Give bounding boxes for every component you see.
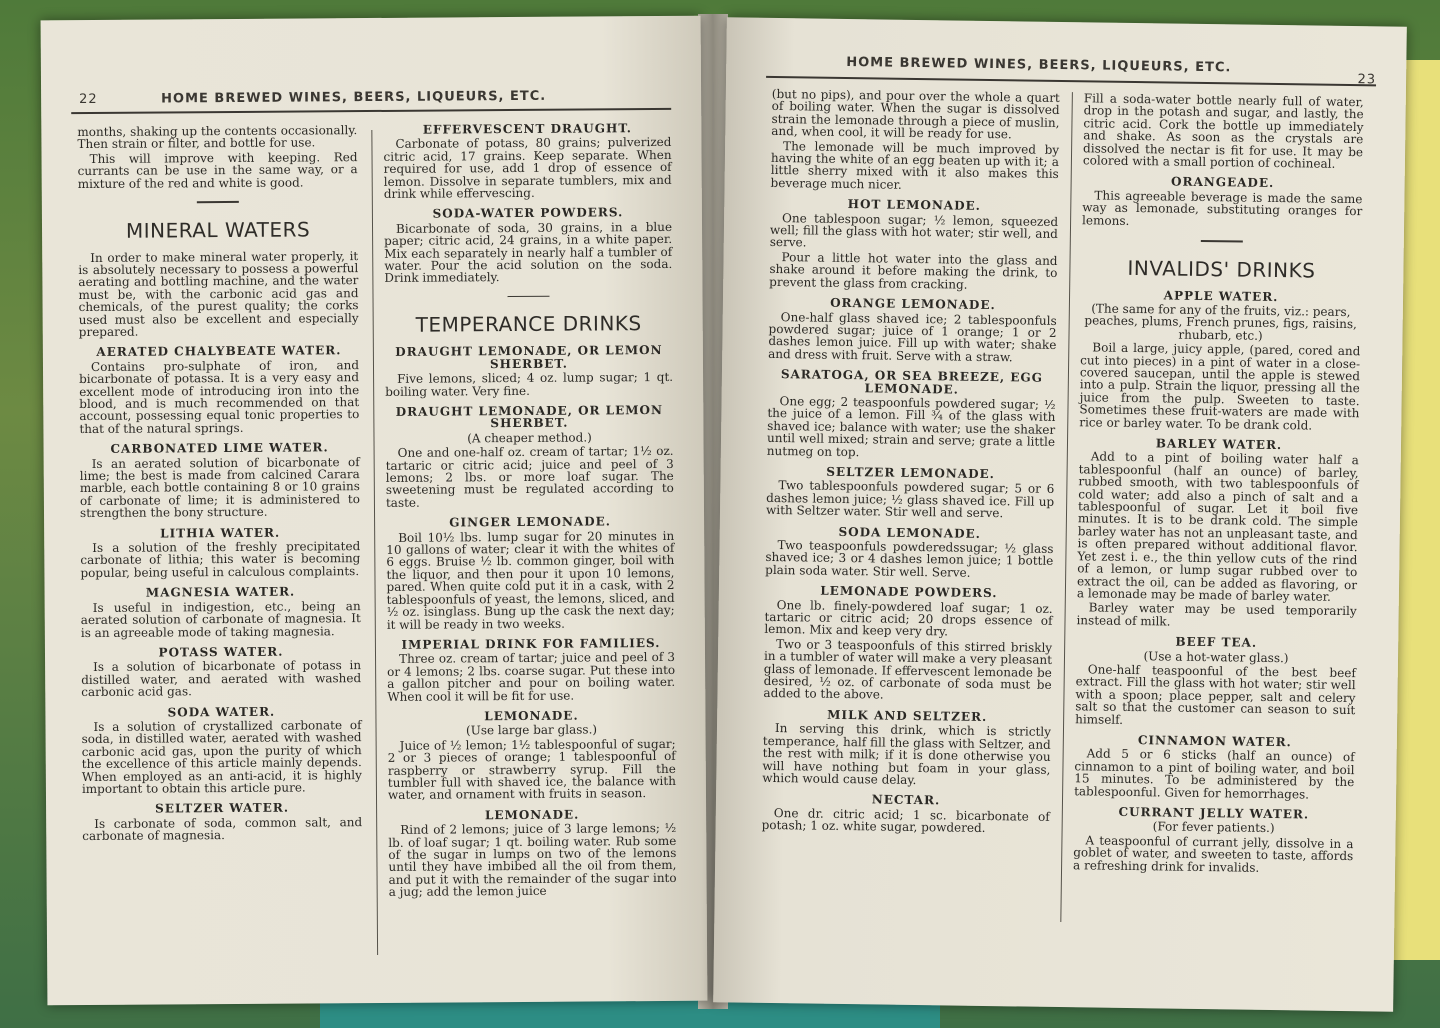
recipe-title: SARATOGA, OR SEA BREEZE, EGG LEMONADE. [780, 367, 1044, 397]
recipe-title: LEMONADE POWDERS. [820, 583, 998, 601]
right-column-1 [762, 88, 1060, 837]
recipe-title: LEMONADE. [484, 708, 579, 724]
recipe-title: APPLE WATER. [1163, 287, 1279, 304]
recipe-subtitle: (For fever patients.) [1152, 819, 1275, 836]
recipe-text: Is a solution of bicarbonate of potass in distilled water, and aerated with washed carbonic acid gas. [81, 658, 362, 700]
recipe-text: Two tablespoonfuls powdered sugar; 5 or 6 dashes lemon juice; ½ glass shaved ice. Fill up with Seltzer water. Stir well and serve. [765, 478, 1055, 521]
recipe-title: CURRANT JELLY WATER. [1118, 804, 1310, 822]
paragraph: months, shaking up the contents occasionally. Then strain or filter, and bottle for use. [77, 123, 358, 152]
recipe-title: SODA LEMONADE. [838, 524, 981, 541]
recipe-text: Boil 10½ lbs. lump sugar for 20 minutes in 10 gallons of water; clear it with the whites of 6 eggs. Bruise ½ lb. common ginger, boil with the liquor, and then pour it upon 10 lemons, pared. When quite cold put it in a cask, with 2 tablespoonfuls of yeast, the lemons, sliced, and ½ oz. isinglass. Bung up the cask the next day; it will be ready in two weeks. [386, 528, 675, 632]
recipe-title: SELTZER WATER. [155, 800, 290, 816]
recipe-text: In serving this drink, which is strictly temperance, half fill the glass with Seltzer, and the rest with milk; if it is done otherwise you will have nothing but foam in your glass, which would cause delay. [762, 721, 1052, 787]
running-title-left: HOME BREWED WINES, BEERS, LIQUEURS, ETC. [161, 88, 547, 107]
recipe-title: BARLEY WATER. [1155, 436, 1283, 453]
recipe-text: Is a solution of the freshly precipitated carbonate of lithia; this water is becoming popular, being useful in calculous complaints. [80, 539, 361, 580]
right-page [713, 17, 1407, 1011]
recipe-title: HOT LEMONADE. [847, 197, 982, 214]
right-column-2 [1073, 92, 1364, 877]
paragraph: In order to make mineral water properly, it is absolutely necessary to possess a powerful aerating and bottling machine, and the water must be, with the carbonic acid gas and chemicals, of the purest quality; the corks used must also be excellent and especially prepared. [78, 248, 359, 340]
recipe-title: DRAUGHT LEMONADE, OR LEMON SHERBET. [395, 402, 663, 431]
recipe-text: Boil a large, juicy apple, (pared, cored and cut into pieces) in a pint of water in a close-covered saucepan, until the apple is stewed into a pulp. Strain the liquor, pressing all the juice from the pulp. Sweeten to taste. Sometimes these fruit-waters are made with rice or barley water. To be drank cold. [1079, 340, 1361, 433]
recipe-title: SODA-WATER POWDERS. [432, 205, 624, 222]
paragraph: This will improve with keeping. Red currants can be use in the same way, or a mixture of the red and white is good. [77, 149, 358, 191]
recipe-title: MILK AND SELTZER. [827, 707, 988, 724]
recipe-text: A teaspoonful of currant jelly, dissolve in a goblet of water, and sweeten to taste, affords a refreshing drink for invalids. [1073, 833, 1354, 875]
recipe-text: Carbonate of potass, 80 grains; pulverized citric acid, 17 grains. Keep separate. When required for use, add 1 drop of essence of lemon. Dissolve in separate tumblers, mix and drink while effervescing. [383, 135, 672, 201]
paragraph: Fill a soda-water bottle nearly full of water, drop in the potash and sugar, and lastly, the citric acid. Cork the bottle up immediately and shake. As soon as the crystals are dissolved the nectar is fit for use. It may be colored with a small portion of cochineal. [1082, 91, 1364, 171]
recipe-title: DRAUGHT LEMONADE, OR LEMON SHERBET. [395, 343, 663, 371]
recipe-title: SODA WATER. [167, 704, 276, 719]
recipe-subtitle: (A cheaper method.) [467, 430, 592, 446]
recipe-text: One egg; 2 teaspoonfuls powdered sugar; ½ the juice of a lemon. Fill ¾ of the glass with shaved ice; balance with water; use the shaker until well mixed; strain and serve; grate a little nutmeg on top. [766, 394, 1056, 459]
recipe-title: MAGNESIA WATER. [145, 584, 296, 600]
left-column-2 [383, 122, 676, 901]
recipe-text: Is useful in indigestion, etc., being an aerated solution of carbonate of magnesia. It is an agreeable mode of taking magnesia. [80, 598, 361, 640]
recipe-title: EFFERVESCENT DRAUGHT. [422, 121, 632, 137]
recipe-text: Two or 3 teaspoonfuls of this stirred briskly in a tumbler of water will make a very pleasant glass of lemonade. If effervescent lemonade be desired, ½ oz. of carbonate of soda must be added to the above. [763, 636, 1053, 703]
recipe-subtitle: (The same for any of the fruits, viz.: pears, peaches, plums, French prunes, figs, raisins, rhubarb, etc.) [1084, 301, 1358, 343]
recipe-text: One lb. finely-powdered loaf sugar; 1 oz. tartaric or citric acid; 20 drops essence of lemon. Mix and keep very dry. [764, 597, 1053, 639]
page-number-left: 22 [79, 91, 98, 108]
recipe-text: One-half glass shaved ice; 2 tablespoonfuls powdered sugar; juice of 1 orange; 1 or 2 dashes lemon juice. Fill up with water; shake and dress with fruit. Serve with a straw. [768, 309, 1057, 365]
separator [197, 201, 239, 203]
separator [508, 296, 550, 298]
recipe-text: Is an aerated solution of bicarbonate of lime; the best is made from calcined Carara marble, each bottle containing 8 or 10 grains of carbonate of lime; it is administered to strengthen the bony structure. [79, 454, 360, 521]
section-title-temperance-drinks: TEMPERANCE DRINKS [415, 311, 642, 338]
recipe-text: Barley water may be used temporarily instead of milk. [1076, 600, 1357, 629]
page-number-right: 23 [1357, 72, 1377, 88]
section-title-invalids-drinks: INVALIDS' DRINKS [1127, 255, 1316, 283]
recipe-text: Pour a little hot water into the glass and shake around it before making the drink, to prevent the glass from cracking. [769, 249, 1058, 292]
paragraph: (but no pips), and pour over the whole a quart of boiling water. When the sugar is dissolved strain the lemonade through a piece of muslin, and, when cool, it will be ready for use. [771, 86, 1060, 142]
recipe-text: Two teaspoonfuls powderedssugar; ½ glass shaved ice; 3 or 4 dashes lemon juice; 1 bottle plain soda water. Stir well. Serve. [765, 538, 1054, 580]
paragraph: The lemonade will be much improved by having the white of an egg beaten up with it; a little sherry mixed with it also makes this beverage much nicer. [770, 138, 1060, 192]
recipe-text: Contains pro-sulphate of iron, and bicarbonate of potassa. It is a very easy and excellent mode of introducing iron into the blood, and is much recommended on that account, possessing equal tonic properties to that of the natural springs. [79, 357, 360, 436]
recipe-title: SELTZER LEMONADE. [826, 464, 995, 482]
recipe-title: CINNAMON WATER. [1137, 733, 1292, 750]
recipe-text: Three oz. cream of tartar; juice and peel of 3 or 4 lemons; 2 lbs. coarse sugar. Put these into a gallon pitcher and pour on boiling water. When cool it will be fit for use. [387, 650, 676, 704]
recipe-text: Add 5 or 6 sticks (half an ounce) of cinnamon to a pint of boiling water, and boil 15 minutes. To be administered by the tablespoonful. Given for hemorrhages. [1074, 746, 1355, 802]
recipe-text: This agreeable beverage is made the same way as lemonade, substituting oranges for lemons. [1082, 188, 1363, 228]
recipe-title: POTASS WATER. [158, 644, 284, 660]
recipe-title: GINGER LEMONADE. [449, 514, 611, 530]
recipe-text: Add to a pint of boiling water half a tablespoonful (half an ounce) of barley, rubbed smooth, with two tablespoonfuls of cold water; add also a pinch of salt and a tablespoonful of sugar. Let it boil five minutes. It is to be drank cold. The simple barley water has not an unpleasant taste, and is often prepared without additional flavor. Yet zest i. e., the thin yellow cuts of the rind of a lemon, or lump sugar rubbed over to extract the oil, can be added as flavoring, or a lemonade may be made of barley water. [1076, 449, 1359, 604]
recipe-text: Bicarbonate of soda, 30 grains, in a blue paper; citric acid, 24 grains, in a white paper. Mix each separately in nearly half a tumbler of water. Pour the acid solution on the soda. Drink immediately. [384, 219, 673, 286]
left-column-1 [77, 124, 362, 845]
recipe-title: ORANGEADE. [1170, 174, 1275, 191]
recipe-title: LITHIA WATER. [160, 525, 281, 541]
recipe-title: NECTAR. [871, 792, 941, 808]
recipe-title: LEMONADE. [484, 807, 580, 823]
recipe-text: One dr. citric acid; 1 sc. bicarbonate of potash; 1 oz. white sugar, powdered. [761, 805, 1050, 836]
recipe-title: IMPERIAL DRINK FOR FAMILIES. [401, 635, 661, 652]
recipe-text: Is carbonate of soda, common salt, and carbonate of magnesia. [82, 814, 363, 844]
recipe-text: One tablespoon sugar; ½ lemon, squeezed well; fill the glass with hot water; stir well, and serve. [769, 210, 1059, 250]
separator [1201, 240, 1243, 242]
recipe-title: ORANGE LEMONADE. [830, 295, 996, 313]
recipe-title: CARBONATED LIME WATER. [110, 440, 329, 457]
recipe-text: Five lemons, sliced; 4 oz. lump sugar; 1 qt. boiling water. Very fine. [385, 370, 674, 399]
recipe-subtitle: (Use a hot-water glass.) [1143, 648, 1289, 665]
recipe-title: BEEF TEA. [1175, 634, 1258, 650]
left-page [41, 16, 708, 1006]
section-title-mineral-waters: MINERAL WATERS [125, 216, 311, 243]
recipe-text: One-half teaspoonful of the best beef extract. Fill the glass with hot water; stir well with a spoon; place pepper, salt and celery salt so that the customer can season to suit himself. [1075, 662, 1356, 727]
column-divider-right [1060, 92, 1073, 922]
running-title-right: HOME BREWED WINES, BEERS, LIQUEURS, ETC. [846, 54, 1232, 76]
recipe-text: One and one-half oz. cream of tartar; 1½ oz. tartaric or citric acid; juice and peel of 3 lemons; 2 lbs. or more loaf sugar. The sweetening must be regulated according to taste. [385, 444, 674, 510]
recipe-title: AERATED CHALYBEATE WATER. [96, 343, 342, 360]
column-divider-left [371, 130, 378, 955]
recipe-text: Is a solution of crystallized carbonate of soda, in distilled water, aerated with washed carbonic acid gas, upon the purity of which the excellence of this article mainly depends. When employed as an anti-acid, it is highly important to obtain this article pure. [81, 718, 362, 797]
recipe-text: Rind of 2 lemons; juice of 3 large lemons; ½ lb. of loaf sugar; 1 qt. boiling water. Rub some of the sugar in lumps on two of the lemons until they have imbibed all the oil from them, and put it with the remainder of the sugar into a jug; add the lemon juice [388, 821, 677, 900]
recipe-subtitle: (Use large bar glass.) [465, 722, 598, 738]
recipe-text: Juice of ½ lemon; 1½ tablespoonful of sugar; 2 or 3 pieces of orange; 1 tablespoonful of raspberry or strawberry syrup. Fill the tumbler full with shaved ice, the balance with water, and ornament with fruits in season. [387, 736, 676, 803]
